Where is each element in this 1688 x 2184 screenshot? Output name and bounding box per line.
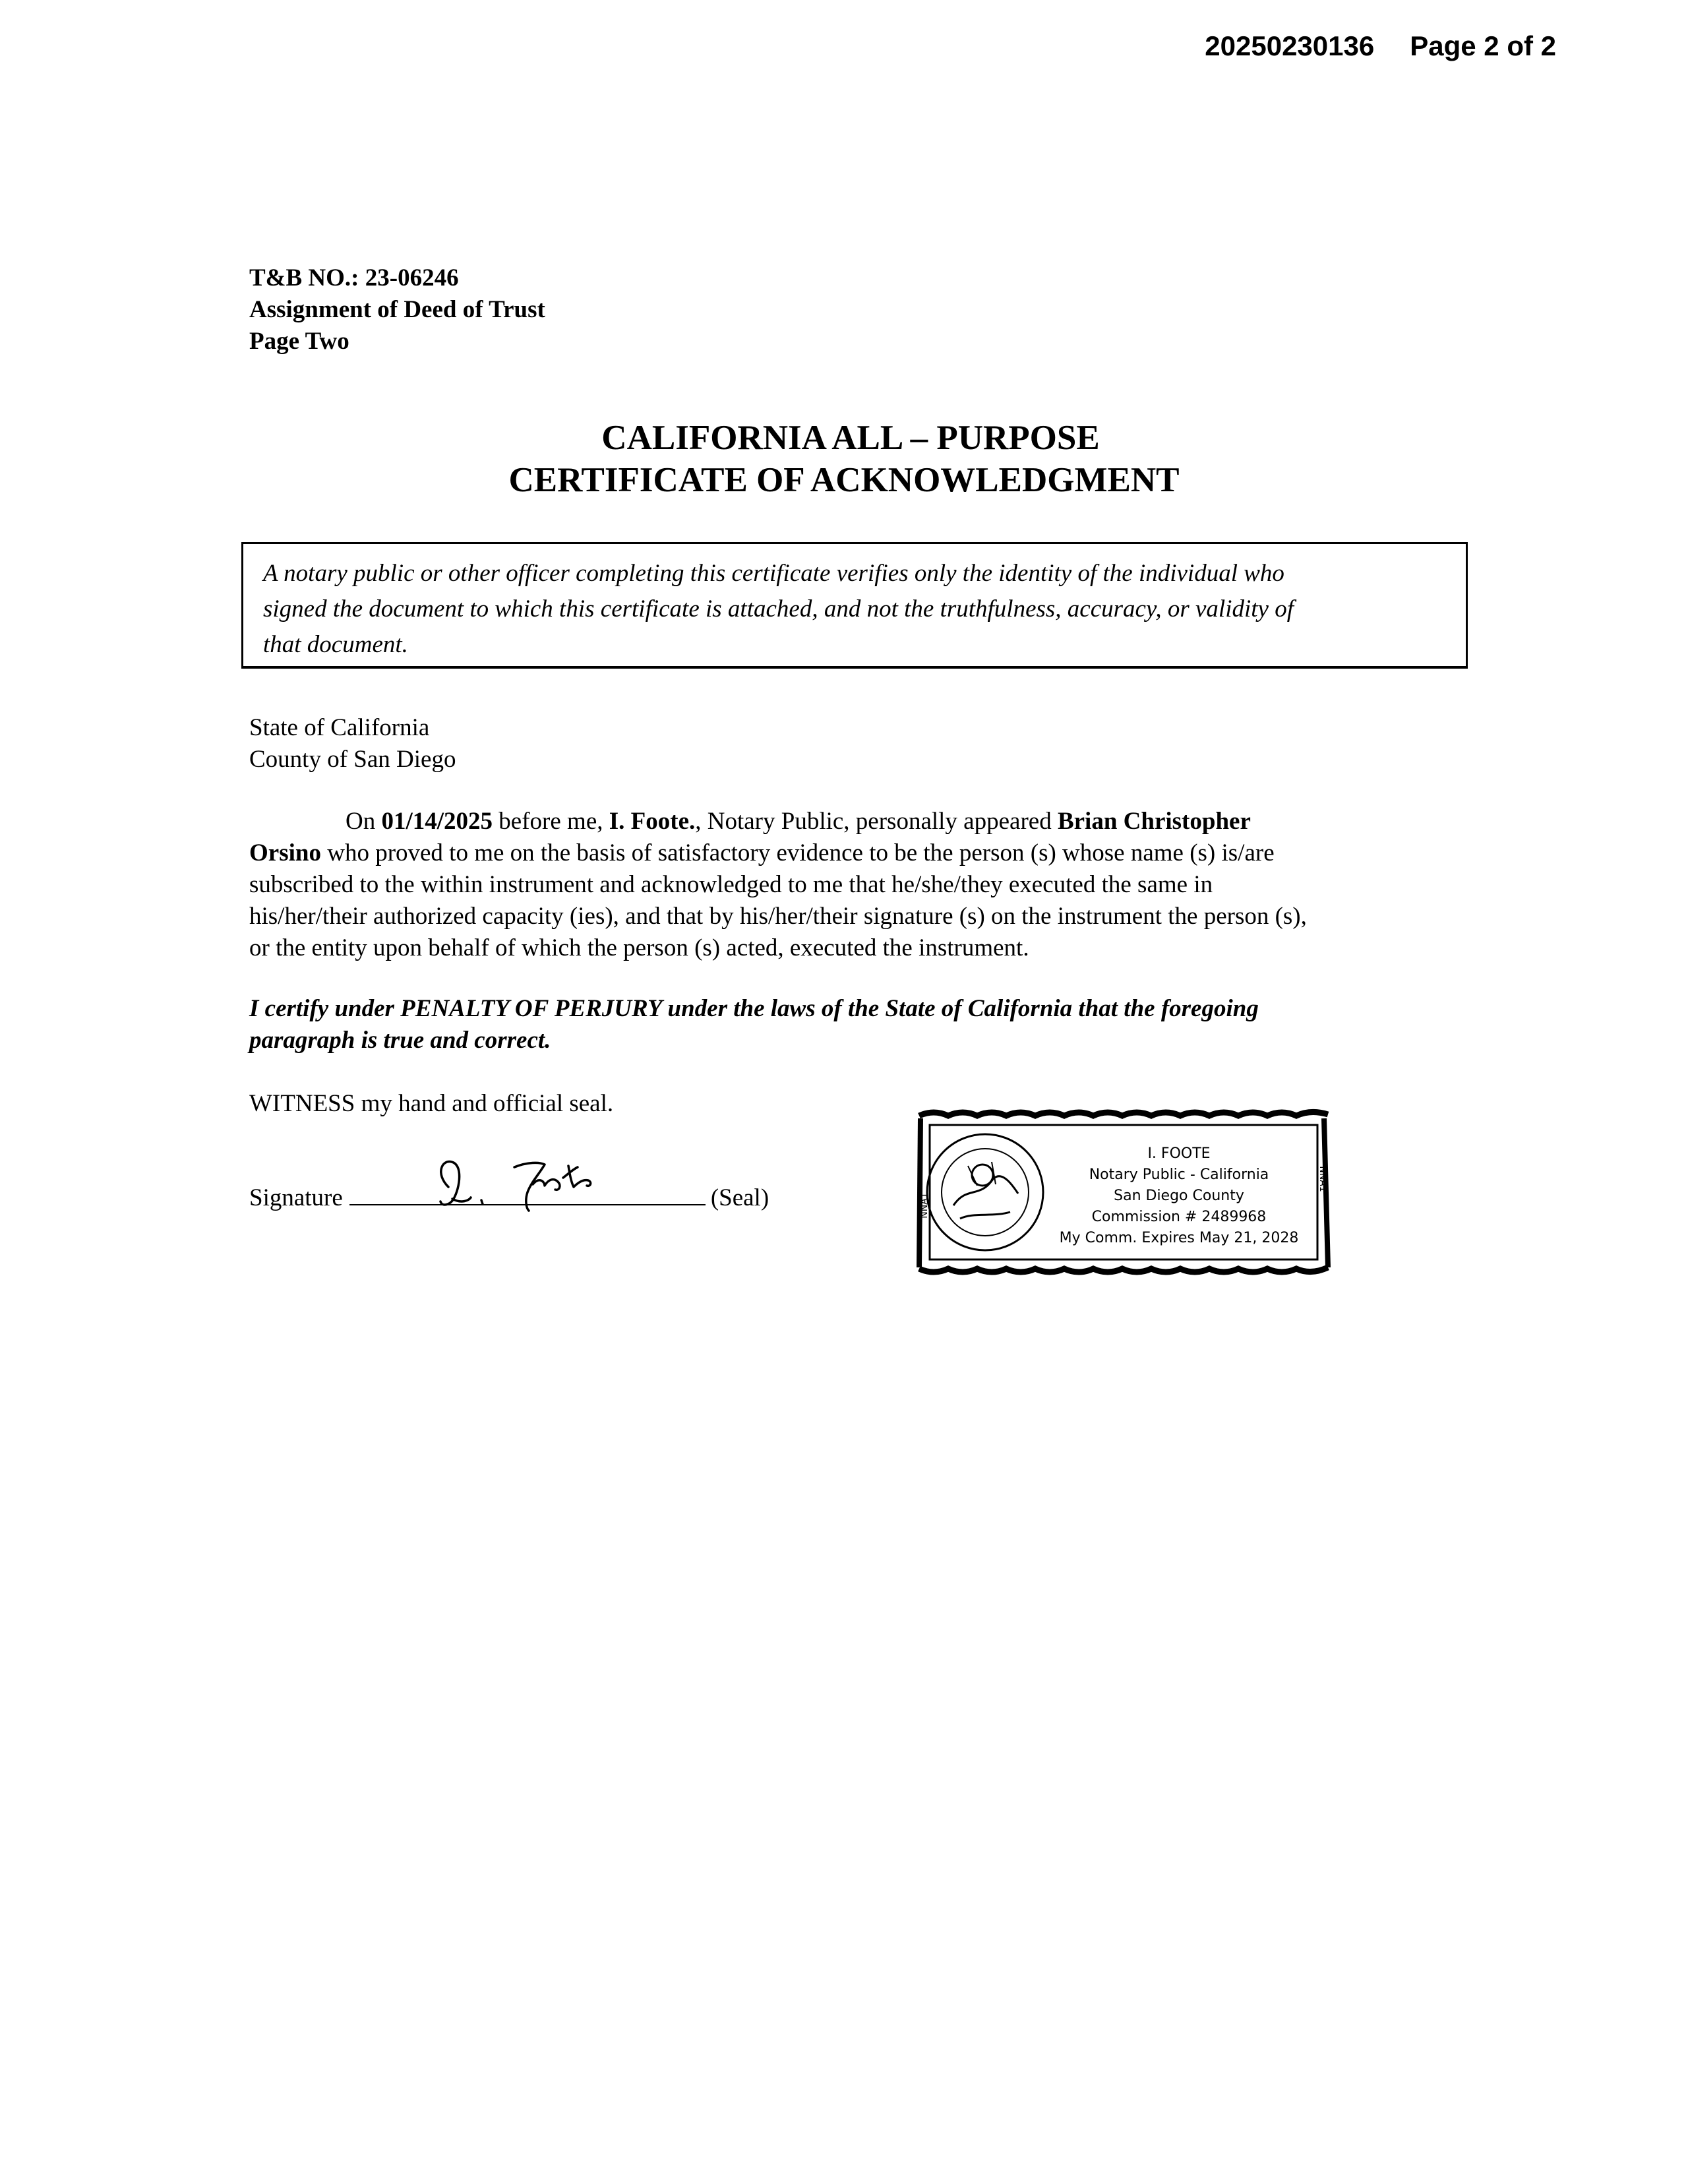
- document-title: Assignment of Deed of Trust: [249, 296, 545, 323]
- page-number: Page 2 of 2: [1410, 30, 1556, 61]
- notary-name: I. Foote.: [609, 808, 696, 835]
- document-number: 20250230136: [1205, 30, 1375, 61]
- venue-block: [249, 712, 456, 775]
- ack-line2-rest: who proved to me on the basis of satisfactory evidence to be the person (s) whose name (s) is/are: [320, 839, 1275, 866]
- stamp-title: Notary Public - California: [1089, 1167, 1269, 1183]
- reference-block: [249, 262, 545, 357]
- perjury-certification: [249, 993, 1502, 1056]
- signer-first-name: Brian Christopher: [1057, 808, 1251, 835]
- stamp-notary-name: I. FOOTE: [1147, 1145, 1211, 1162]
- stamp-side-text: NNA1: [919, 1192, 930, 1219]
- notice-line: signed the document to which this certificate is attached, and not the truthfulness, accuracy, or validity of: [263, 595, 1294, 622]
- ack-on: On: [346, 808, 382, 835]
- signature-label: Signature: [249, 1184, 343, 1211]
- ack-line: or the entity upon behalf of which the person (s) acted, executed the instrument.: [249, 934, 1029, 961]
- ack-title-text: , Notary Public, personally appeared: [695, 808, 1058, 835]
- acknowledgment-paragraph: [249, 806, 1482, 964]
- notary-seal-stamp: [914, 1107, 1336, 1279]
- page-header: [1205, 30, 1556, 62]
- ack-line: [249, 837, 1482, 869]
- signer-last-name: Orsino: [249, 839, 321, 866]
- stamp-expiration: My Comm. Expires May 21, 2028: [1059, 1230, 1299, 1246]
- notice-line: A notary public or other officer completing this certificate verifies only the identity of the individual who: [263, 560, 1284, 587]
- stamp-side-text: NNA1: [1317, 1166, 1328, 1192]
- certificate-title-line2: CERTIFICATE OF ACKNOWLEDGMENT: [508, 461, 1180, 499]
- ack-line: [249, 806, 1482, 837]
- certificate-title: [0, 417, 1688, 501]
- page-reference: Page Two: [249, 328, 349, 355]
- ack-date: 01/14/2025: [381, 808, 493, 835]
- notary-notice-box: [241, 542, 1468, 669]
- seal-label: (Seal): [710, 1184, 769, 1211]
- notice-line: that document.: [263, 631, 408, 658]
- venue-county: County of San Diego: [249, 746, 456, 773]
- ack-line: his/her/their authorized capacity (ies), and that by his/her/their signature (s) on the instrument the person (s),: [249, 903, 1307, 930]
- ack-before-me: before me,: [493, 808, 609, 835]
- tb-number: T&B NO.: 23-06246: [249, 264, 459, 291]
- certificate-title-line1: CALIFORNIA ALL – PURPOSE: [601, 419, 1100, 457]
- certify-line: paragraph is true and correct.: [249, 1027, 551, 1054]
- witness-statement: WITNESS my hand and official seal.: [249, 1090, 614, 1117]
- ack-line: subscribed to the within instrument and acknowledged to me that he/she/they executed the same in: [249, 871, 1213, 898]
- venue-state: State of California: [249, 714, 430, 741]
- stamp-commission: Commission # 2489968: [1091, 1209, 1267, 1225]
- certify-line: I certify under PENALTY OF PERJURY under the laws of the State of California that the foregoing: [249, 995, 1259, 1022]
- handwritten-signature: [422, 1147, 633, 1220]
- stamp-county: San Diego County: [1114, 1188, 1244, 1204]
